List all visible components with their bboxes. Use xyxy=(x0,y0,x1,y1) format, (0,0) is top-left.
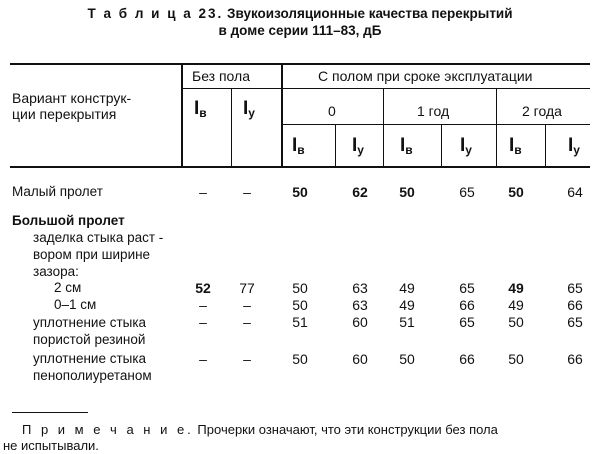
row-porous-label xyxy=(33,314,146,348)
sym-iy-p2 xyxy=(568,135,580,157)
cell-porous-4: 60 xyxy=(352,314,368,330)
table-title-text: Звукоизоляционные качества перекрытий xyxy=(227,6,513,21)
header-sub-rule-1 xyxy=(181,88,590,89)
sym-iv-nofloor-sub: в xyxy=(199,106,207,120)
row-2cm-label: 2 см xyxy=(54,280,82,295)
footnote-rule xyxy=(12,412,88,413)
col-divider-sub-2 xyxy=(545,125,546,166)
header-bottom-rule xyxy=(10,166,590,168)
cell-porous-7: 50 xyxy=(508,314,524,330)
sym-iv-p0 xyxy=(292,135,305,157)
table-title-prefix: Т а б л и ц а 23. xyxy=(87,6,224,21)
sym-iy-p0-sub: у xyxy=(357,143,364,157)
table-title-line2: в доме серии 111–83, дБ xyxy=(218,23,382,38)
header-sub-rule-2 xyxy=(283,124,590,125)
cell-foam-3: 50 xyxy=(292,351,308,367)
cell-small-span-6: 65 xyxy=(459,184,475,200)
header-period-2: 2 года xyxy=(522,103,562,119)
row-foam-label xyxy=(33,350,152,384)
cell-foam-2: – xyxy=(243,351,251,367)
row-01cm-label: 0–1 см xyxy=(54,297,97,312)
row-foam-label-1: уплотнение стыка xyxy=(33,351,147,366)
note-text-1: Прочерки означают, что эти конструкции без пола xyxy=(197,422,498,437)
cell-01cm-2: – xyxy=(243,297,251,313)
sym-iv-nofloor-main: I xyxy=(194,98,200,119)
row-porous-label-2: пористой резиной xyxy=(33,332,146,347)
col-divider-nofloor xyxy=(281,64,283,166)
sym-iv-p1-sub: в xyxy=(405,143,413,157)
cell-01cm-5: 49 xyxy=(399,297,415,313)
cell-foam-1: – xyxy=(199,351,207,367)
header-variant xyxy=(12,90,131,122)
sym-iy-p1-main: I xyxy=(460,135,466,156)
cell-2cm-5: 49 xyxy=(399,280,415,296)
sym-iv-p2-main: I xyxy=(509,135,515,156)
cell-small-span-4: 62 xyxy=(352,184,368,200)
cell-small-span-5: 50 xyxy=(399,184,415,200)
cell-01cm-3: 50 xyxy=(292,297,308,313)
big-span-line-3: вором при ширине xyxy=(33,247,151,262)
cell-2cm-4: 63 xyxy=(352,280,368,296)
note-prefix: П р и м е ч а н и е. xyxy=(22,422,194,437)
sym-iv-p0-main: I xyxy=(292,135,298,156)
cell-porous-6: 65 xyxy=(459,314,475,330)
cell-2cm-8: 65 xyxy=(567,280,583,296)
sym-iy-p2-sub: у xyxy=(573,143,580,157)
header-period-0: 0 xyxy=(328,103,336,119)
cell-small-span-2: – xyxy=(243,184,251,200)
sym-iy-p1-sub: у xyxy=(465,143,472,157)
sym-iv-p2-sub: в xyxy=(514,143,522,157)
cell-porous-3: 51 xyxy=(292,314,308,330)
col-divider-sub-0 xyxy=(335,125,336,166)
cell-foam-5: 50 xyxy=(399,351,415,367)
sym-iy-p2-main: I xyxy=(568,135,574,156)
col-divider-period-0 xyxy=(383,89,384,166)
cell-porous-5: 51 xyxy=(399,314,415,330)
sym-iv-p1-main: I xyxy=(400,135,406,156)
sym-iy-p0 xyxy=(352,135,364,157)
row-small-span-label: Малый пролет xyxy=(12,184,103,199)
col-divider-period-1 xyxy=(496,89,497,166)
col-divider-variant xyxy=(181,64,183,166)
sym-iy-nofloor xyxy=(243,98,255,120)
note-line-2: не испытывали. xyxy=(3,438,99,453)
header-with-floor: С полом при сроке эксплуатации xyxy=(318,68,533,84)
header-period-1: 1 год xyxy=(417,103,450,119)
big-span-line-4: зазора: xyxy=(33,264,79,279)
row-foam-label-2: пенополиуретаном xyxy=(33,368,152,383)
table-title xyxy=(0,6,600,21)
cell-small-span-7: 50 xyxy=(508,184,524,200)
cell-small-span-3: 50 xyxy=(292,184,308,200)
sym-iv-p2 xyxy=(509,135,522,157)
header-no-floor: Без пола xyxy=(192,68,250,84)
cell-foam-7: 50 xyxy=(508,351,524,367)
cell-01cm-7: 49 xyxy=(508,297,524,313)
sym-iy-nofloor-main: I xyxy=(243,98,249,119)
cell-foam-8: 66 xyxy=(567,351,583,367)
sym-iy-p0-main: I xyxy=(352,135,358,156)
cell-01cm-6: 66 xyxy=(459,297,475,313)
cell-porous-2: – xyxy=(243,314,251,330)
cell-small-span-1: – xyxy=(199,184,207,200)
cell-2cm-6: 65 xyxy=(459,280,475,296)
header-variant-line-2: ции перекрытия xyxy=(12,106,117,122)
cell-foam-6: 66 xyxy=(459,351,475,367)
cell-porous-1: – xyxy=(199,314,207,330)
cell-porous-8: 65 xyxy=(567,314,583,330)
col-divider-nofloor-inner xyxy=(231,89,232,166)
sym-iy-p1 xyxy=(460,135,472,157)
big-span-line-2: заделка стыка раст - xyxy=(33,230,164,245)
cell-small-span-8: 64 xyxy=(567,184,583,200)
sym-iv-p1 xyxy=(400,135,413,157)
big-span-heading: Большой пролет xyxy=(12,213,125,228)
sym-iv-nofloor xyxy=(194,98,207,120)
cell-2cm-2: 77 xyxy=(239,280,255,296)
cell-foam-4: 60 xyxy=(352,351,368,367)
sym-iv-p0-sub: в xyxy=(297,143,305,157)
sym-iy-nofloor-sub: у xyxy=(248,106,255,120)
note-line-1 xyxy=(22,422,498,437)
cell-01cm-4: 63 xyxy=(352,297,368,313)
cell-01cm-8: 66 xyxy=(567,297,583,313)
cell-01cm-1: – xyxy=(199,297,207,313)
table-top-rule xyxy=(10,63,590,65)
cell-2cm-7: 49 xyxy=(508,280,524,296)
col-divider-sub-1 xyxy=(441,125,442,166)
row-porous-label-1: уплотнение стыка xyxy=(33,315,147,330)
header-variant-line-1: Вариант конструк- xyxy=(12,90,132,106)
cell-2cm-3: 50 xyxy=(292,280,308,296)
cell-2cm-1: 52 xyxy=(195,280,211,296)
